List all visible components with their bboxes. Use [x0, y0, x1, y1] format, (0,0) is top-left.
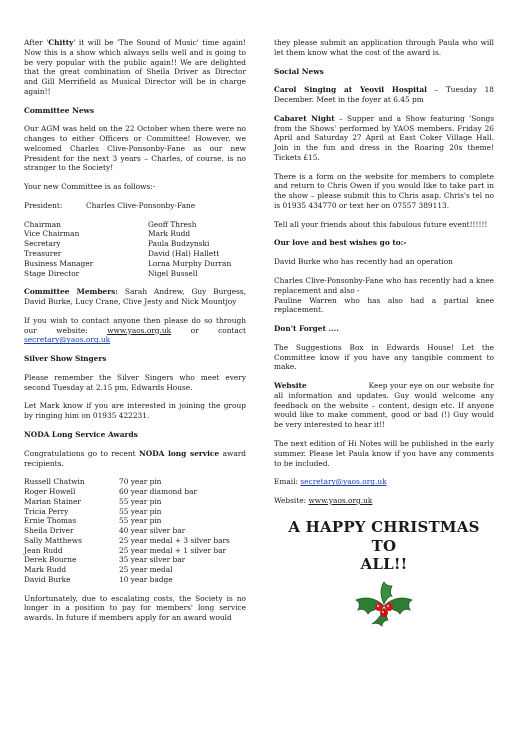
- officer-row: Stage Director Nigel Bussell: [24, 268, 198, 278]
- award-row: Mark Rudd 25 year medal: [24, 565, 173, 575]
- chitty-title: Chitty: [48, 38, 74, 47]
- award-row: Sally Matthews 25 year medal + 3 silver bars: [24, 535, 230, 545]
- website-link[interactable]: www.yaos.org.uk: [107, 325, 172, 335]
- award-row: Tricia Perry 55 year pin: [24, 506, 162, 516]
- award-row: Russell Chatwin 70 year pin: [24, 477, 162, 487]
- form-paragraph: There is a form on the website for members to complete and return to Chris Owen if you would like to take part in the show – please submit this to Chris asap. Chris's tel no is 01935 434770 or text her on 07557 389113.: [274, 171, 494, 210]
- dont-forget-heading: Don't Forget ....: [274, 324, 339, 334]
- email-link-footer[interactable]: secretary@yaos.org.uk: [300, 477, 387, 487]
- committee-news-heading: Committee News: [24, 105, 95, 115]
- officer-row: Secretary Paula Budzynski: [24, 239, 210, 249]
- silver-singers-heading: Silver Show Singers: [24, 354, 107, 364]
- christmas-greeting: A HAPPY CHRISTMAS TO ALL!!: [288, 517, 480, 574]
- president-row: [24, 201, 246, 211]
- intro-paragraph: After 'Chitty' it will be 'The Sound of Music' time again! Now this is a show which always sells well and is going to be very popular with the public again!! We are delighted that the great combination of Sheila Driver as Director and Gill Merrifield as Musical Director will be in charge again!!: [24, 38, 246, 96]
- email-line: Email: secretary@yaos.org.uk: [274, 477, 387, 487]
- silver-singers-paragraph-1: Please remember the Silver Singers who meet every second Tuesday at 2.15 pm, Edwards House.: [24, 372, 246, 392]
- awards-table: [24, 477, 246, 584]
- president-name: Charles Clive-Ponsonby-Fane: [86, 200, 196, 210]
- noda-intro: Congratulations go to recent NODA long service award recipients.: [24, 448, 246, 468]
- social-news-heading: Social News: [274, 66, 324, 76]
- website-link-footer[interactable]: www.yaos.org.uk: [308, 496, 373, 506]
- hi-notes-paragraph: The next edition of Hi Notes will be published in the early summer. Please let Paula know if you have any comments to be included.: [274, 438, 494, 468]
- committee-agm-paragraph: Our AGM was held on the 22 October when there were no changes to either Officers or Committee! However, we welcomed Charles Clive-Ponsonby-Fane as our new President for the next 3 years – Charles, of course, is no stranger to the Society!: [24, 124, 246, 173]
- committee-intro-line: Your new Committee is as follows:-: [24, 182, 156, 192]
- award-row: David Burke 10 year badge: [24, 574, 173, 584]
- email-link[interactable]: secretary@yaos.org.uk: [24, 335, 111, 345]
- left-column: [24, 38, 246, 632]
- best-wishes-item-1: David Burke who has recently had an operation: [274, 257, 453, 267]
- noda-heading: NODA Long Service Awards: [24, 429, 138, 439]
- website-paragraph: Website Keep your eye on our website for all information and updates. Guy would welcome any feedback on the website – content, design etc. If anyone would like to make comment, good or bad (!) Guy would be very interested to hear it!!: [274, 381, 494, 430]
- award-row: Ernie Thomas 55 year pin: [24, 516, 162, 526]
- website-label: Website: [274, 381, 307, 391]
- committee-members-label: Committee Members:: [24, 287, 118, 297]
- best-wishes-item-2: Charles Clive-Ponsonby-Fane who has recently had a knee replacement and also -: [274, 276, 494, 295]
- holly-icon: [352, 580, 416, 628]
- award-row: Derek Bourne 35 year silver bar: [24, 555, 186, 565]
- best-wishes-item-3: Pauline Warren who has also had a partial knee replacement.: [274, 295, 494, 315]
- award-row: Sheila Driver 40 year silver bar: [24, 526, 186, 536]
- president-label: President:: [24, 200, 63, 210]
- suggestions-paragraph: The Suggestions Box in Edwards House! Let the Committee know if you have any tangible comment to make.: [274, 342, 494, 372]
- officer-row: Treasurer David (Hal) Hallett: [24, 249, 220, 259]
- award-row: Roger Howell 60 year diamond bar: [24, 487, 198, 497]
- officer-row: Vice Chairman Mark Rudd: [24, 229, 191, 239]
- best-wishes-heading: Our love and best wishes go to:-: [274, 238, 407, 248]
- tell-friends-paragraph: Tell all your friends about this fabulous future event!!!!!!: [274, 219, 488, 229]
- officers-table: [24, 220, 246, 279]
- award-row: Jean Rudd 25 year medal + 1 silver bar: [24, 545, 227, 555]
- right-column: [274, 38, 494, 628]
- holly-container: [274, 580, 494, 628]
- silver-singers-paragraph-2: Let Mark know if you are interested in joining the group by ringing him on 01935 422231.: [24, 401, 246, 421]
- contact-paragraph: If you wish to contact anyone then please do so through our website: www.yaos.org.uk or contact secretary@yaos.org.uk: [24, 315, 246, 345]
- award-row: Marian Stainer 55 year pin: [24, 496, 162, 506]
- website-line: Website: www.yaos.org.uk: [274, 496, 373, 506]
- officer-row: Business Manager Lorna Murphy Durran: [24, 258, 232, 268]
- cabaret-night-paragraph: Cabaret Night – Supper and a Show featuring 'Songs from the Shows' performed by YAOS members. Friday 26 April and Saturday 27 April at East Coker Village Hall. Join in the fun and dress in the Roaring 20s theme! Tickets £15.: [274, 113, 494, 162]
- noda-closing-paragraph: Unfortunately, due to escalating costs, the Society is no longer in a position to pay for members' long service awards. In future if members apply for an award would: [24, 593, 246, 623]
- continuation-paragraph: they please submit an application through Paula who will let them know what the cost of the award is.: [274, 38, 494, 57]
- carol-singing-paragraph: Carol Singing at Yeovil Hospital – Tuesday 18 December. Meet in the foyer at 6.45 pm: [274, 85, 494, 105]
- officer-row: Chairman Geoff Thresh: [24, 219, 197, 229]
- committee-members-paragraph: Committee Members: Sarah Andrew, Guy Burgess, David Burke, Lucy Crane, Clive Jesty and Nick Mountjoy: [24, 287, 247, 307]
